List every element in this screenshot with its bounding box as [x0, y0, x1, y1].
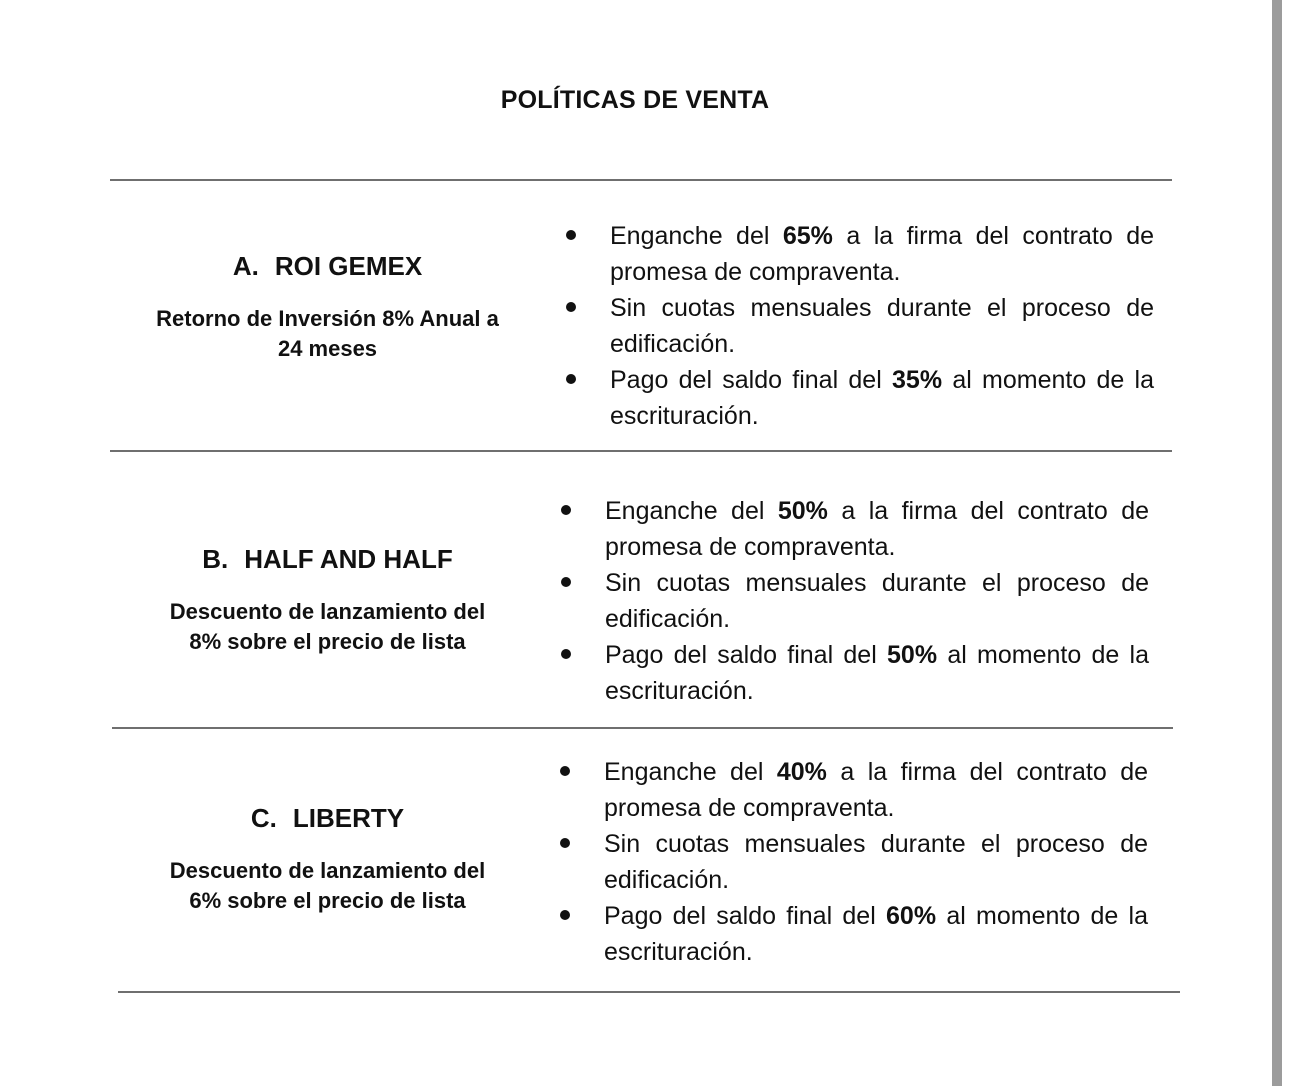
list-item: [610, 290, 1154, 362]
plan-summary: [120, 802, 535, 916]
term-percentage: 40%: [776, 758, 827, 786]
term-text: Pago del saldo final del: [605, 641, 888, 669]
terms-list: [605, 493, 1149, 709]
plan-section-b: [110, 493, 1172, 713]
term-percentage: 50%: [887, 641, 938, 669]
term-percentage: 60%: [886, 902, 937, 930]
plan-subtitle: [120, 304, 535, 364]
plan-title: [120, 802, 535, 834]
term-text: Enganche del: [605, 497, 778, 525]
plan-letter: A.: [232, 251, 259, 281]
plan-subtitle-line: 6% sobre el precio de lista: [189, 888, 466, 913]
plan-letter: B.: [202, 544, 229, 574]
plan-letter: C.: [250, 803, 277, 833]
plan-summary: [120, 250, 535, 364]
plan-subtitle-line: Retorno de Inversión 8% Anual a: [156, 306, 499, 331]
term-text: Pago del saldo final del: [604, 902, 887, 930]
plan-name: LIBERTY: [292, 803, 405, 833]
term-text: al momento de la escrituración.: [605, 641, 1150, 705]
list-item: [605, 565, 1149, 637]
divider-top: [110, 179, 1172, 181]
term-percentage: 35%: [892, 366, 943, 394]
plan-name: HALF AND HALF: [244, 544, 453, 574]
term-text: Enganche del: [604, 758, 777, 786]
plan-subtitle-line: 24 meses: [277, 336, 378, 361]
list-item: [604, 826, 1148, 898]
plan-title: [120, 250, 535, 282]
term-text: Sin cuotas mensuales durante el proceso de edificación.: [604, 830, 1148, 894]
divider-bottom: [118, 991, 1180, 993]
bullet-icon: [566, 374, 576, 384]
list-item: [610, 218, 1154, 290]
list-item: [605, 493, 1149, 565]
list-item: [604, 754, 1148, 826]
plan-name: ROI GEMEX: [274, 251, 423, 281]
terms-list: [604, 754, 1148, 970]
list-item: [604, 898, 1148, 970]
term-text: Sin cuotas mensuales durante el proceso de edificación.: [605, 569, 1149, 633]
terms-list: [610, 218, 1154, 434]
plan-subtitle: [120, 856, 535, 916]
bullet-icon: [566, 302, 576, 312]
scrollbar[interactable]: [1272, 0, 1282, 1086]
bullet-icon: [561, 577, 571, 587]
term-text: Pago del saldo final del: [610, 366, 893, 394]
list-item: [605, 637, 1149, 709]
plan-terms: [610, 218, 1154, 434]
bullet-icon: [560, 838, 570, 848]
divider-b-c: [112, 727, 1173, 729]
plan-terms: [604, 754, 1148, 970]
plan-terms: [605, 493, 1149, 709]
plan-subtitle: [120, 597, 535, 657]
plan-section-a: [110, 218, 1172, 438]
plan-title: [120, 543, 535, 575]
plan-subtitle-line: 8% sobre el precio de lista: [189, 629, 466, 654]
plan-subtitle-line: Descuento de lanzamiento del: [169, 858, 486, 883]
plan-summary: [120, 543, 535, 657]
term-text: a la firma del contrato de promesa de compraventa.: [605, 497, 1149, 561]
bullet-icon: [561, 505, 571, 515]
bullet-icon: [566, 230, 576, 240]
term-percentage: 65%: [782, 222, 833, 250]
list-item: [610, 362, 1154, 434]
term-percentage: 50%: [777, 497, 828, 525]
plan-subtitle-line: Descuento de lanzamiento del: [169, 599, 486, 624]
term-text: Sin cuotas mensuales durante el proceso de edificación.: [610, 294, 1154, 358]
term-text: al momento de la escrituración.: [604, 902, 1149, 966]
term-text: Enganche del: [610, 222, 783, 250]
bullet-icon: [560, 766, 570, 776]
plan-section-c: [110, 754, 1180, 974]
bullet-icon: [560, 910, 570, 920]
divider-a-b: [110, 450, 1172, 452]
term-text: a la firma del contrato de promesa de compraventa.: [604, 758, 1148, 822]
term-text: al momento de la escrituración.: [610, 366, 1155, 430]
document-title: POLÍTICAS DE VENTA: [500, 86, 770, 114]
term-text: a la firma del contrato de promesa de compraventa.: [610, 222, 1154, 286]
bullet-icon: [561, 649, 571, 659]
